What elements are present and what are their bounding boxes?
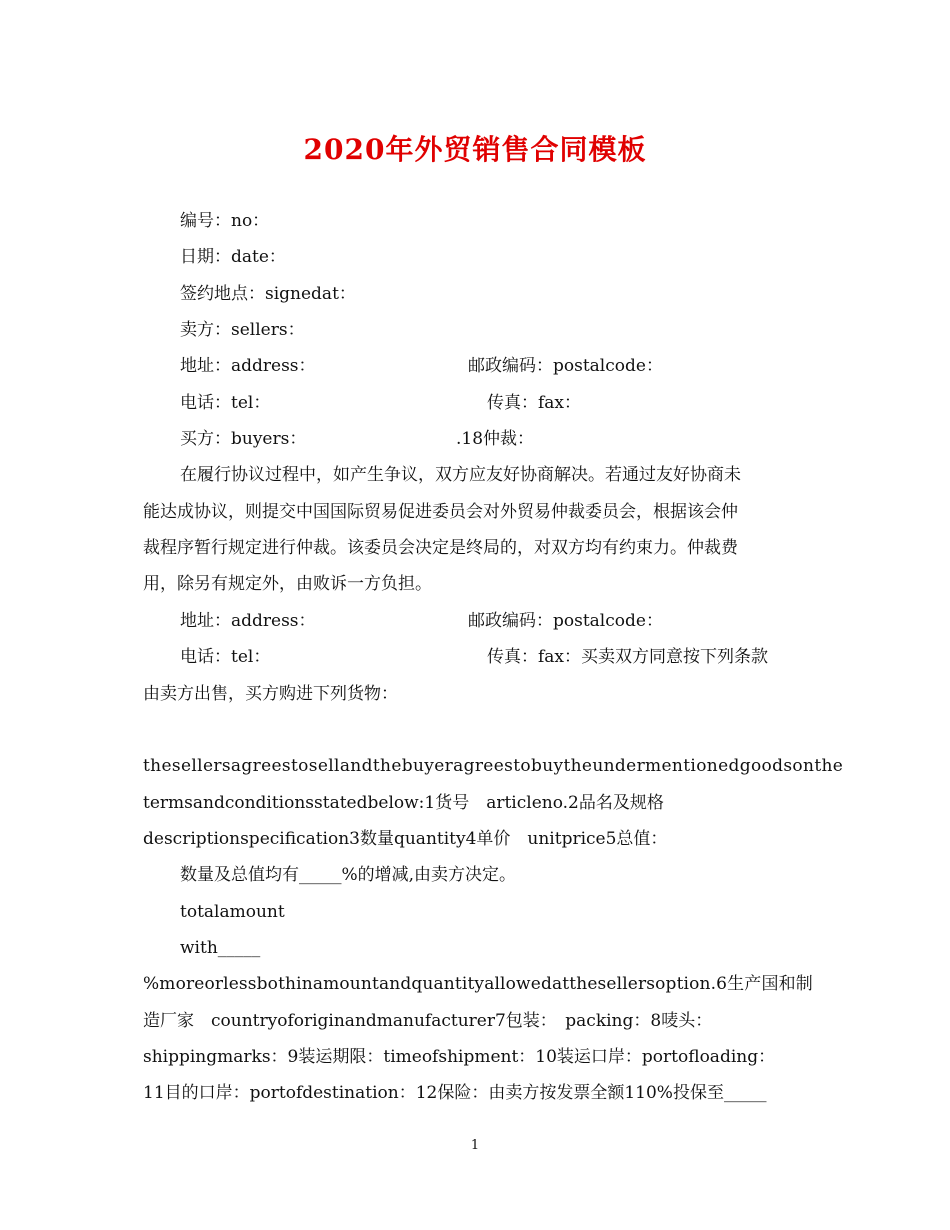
seller-address-line: 地址：address： xyxy=(180,356,316,376)
buyers-line: 买方：buyers： xyxy=(180,429,307,449)
arbitration-paragraph-3: 裁程序暂行规定进行仲裁。该委员会决定是终局的，对双方均有约束力。仲裁费 xyxy=(143,538,738,558)
arbitration-paragraph-1: 在履行协议过程中，如产生争议，双方应友好协商解决。若通过友好协商未 xyxy=(180,465,741,485)
contract-no-line: 编号：no： xyxy=(180,211,270,231)
buyer-tel-line: 电话：tel： xyxy=(180,647,271,667)
page-number: 1 xyxy=(470,1138,480,1153)
more-or-less-line-1: %moreorlessbothinamountandquantityallowedatthesellersoption.6生产国和制 xyxy=(143,974,813,994)
more-or-less-line-2: 造厂家 countryoforiginandmanufacturer7包装： packing：8唛头： xyxy=(143,1011,713,1031)
english-terms-line-2: termsandconditionsstatedbelow:1货号 articleno.2品名及规格 xyxy=(143,793,664,813)
arbitration-paragraph-2: 能达成协议，则提交中国国际贸易促进委员会对外贸易仲裁委员会，根据该会仲 xyxy=(143,502,738,522)
english-terms-line-1: thesellersagreestosellandthebuyeragreestobuytheundermentionedgoodsonthe xyxy=(143,756,844,776)
buyer-postal-line: 邮政编码：postalcode： xyxy=(468,611,663,631)
document-title: 2020年外贸销售合同模板 xyxy=(303,133,647,166)
total-amount-line: totalamount xyxy=(180,902,285,922)
seller-fax-line: 传真：fax： xyxy=(487,393,582,413)
more-or-less-line-4: 11目的口岸：portofdestination：12保险：由卖方按发票全额110%投保至_____ xyxy=(143,1083,767,1103)
seller-postal-line: 邮政编码：postalcode： xyxy=(468,356,663,376)
english-terms-line-3: descriptionspecification3数量quantity4单价 unitprice5总值： xyxy=(143,829,668,849)
arbitration-paragraph-4: 用，除另有规定外，由败诉一方负担。 xyxy=(143,574,432,594)
buyer-fax-line: 传真：fax：买卖双方同意按下列条款 xyxy=(487,647,769,667)
buyer-address-line: 地址：address： xyxy=(180,611,316,631)
quantity-tolerance-line: 数量及总值均有_____%的增减,由卖方决定。 xyxy=(180,865,517,885)
signed-at-line: 签约地点：signedat： xyxy=(180,284,356,304)
arbitration-heading: .18仲裁： xyxy=(456,429,535,449)
more-or-less-line-3: shippingmarks：9装运期限：timeofshipment：10装运口岸：portofloading： xyxy=(143,1047,776,1067)
seller-tel-line: 电话：tel： xyxy=(180,393,271,413)
date-line: 日期：date： xyxy=(180,247,286,267)
with-line: with_____ xyxy=(180,938,261,958)
sale-statement-line: 由卖方出售，买方购进下列货物： xyxy=(143,684,398,704)
sellers-line: 卖方：sellers： xyxy=(180,320,305,340)
